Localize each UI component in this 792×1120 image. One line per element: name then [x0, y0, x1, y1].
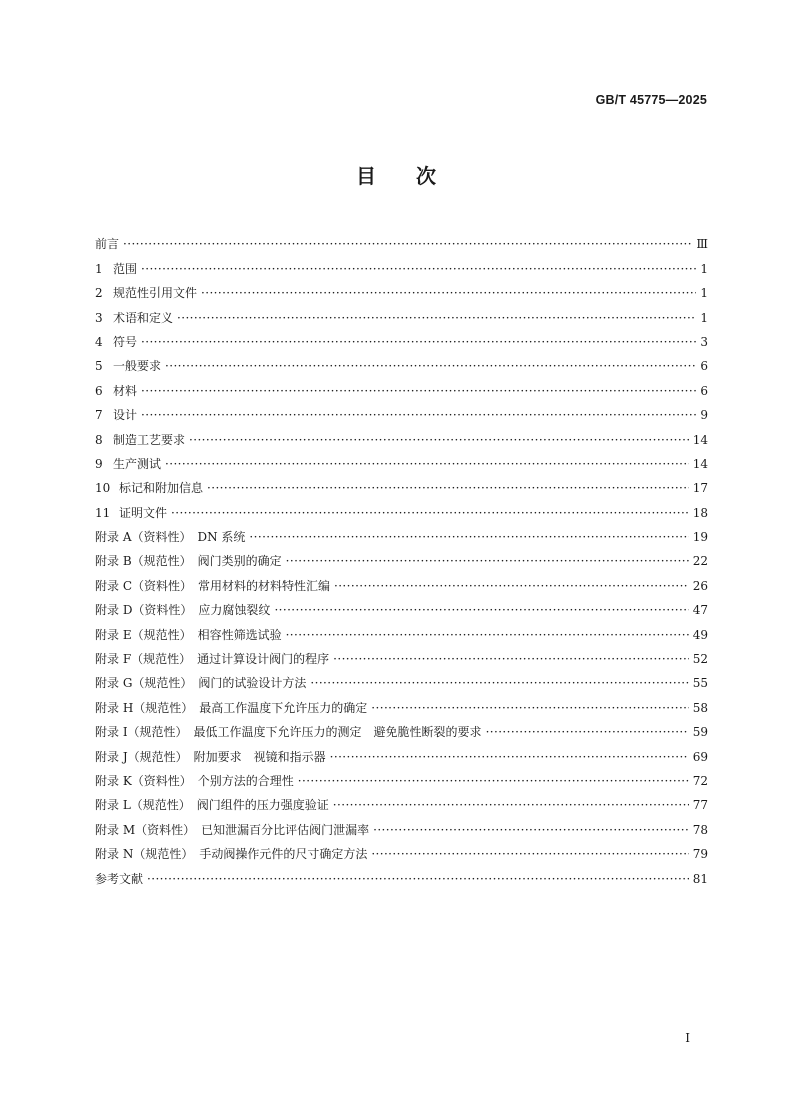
toc-entry-label: [95, 579, 330, 593]
toc-entry-label: [95, 750, 326, 764]
toc-entry-title: 制造工艺要求: [113, 432, 186, 447]
dot-leader: [298, 774, 689, 788]
toc-entry-label: [95, 872, 143, 886]
toc-entry-title: 附录 F（规范性） 通过计算设计阀门的程序: [95, 652, 330, 667]
toc-entry[interactable]: [95, 325, 708, 349]
toc-entry-page: 49: [692, 627, 708, 642]
toc-entry-page: 79: [692, 847, 708, 862]
toc-entry[interactable]: [95, 568, 708, 592]
toc-entry-title: 附录 J（规范性） 附加要求 视镜和指示器: [95, 749, 326, 764]
toc-entry-page: 14: [692, 456, 708, 471]
dot-leader: [334, 579, 689, 593]
toc-entry-label: [95, 506, 167, 520]
toc-entry-label: [95, 628, 282, 642]
dot-leader: [123, 237, 692, 251]
dot-leader: [333, 798, 689, 812]
dot-leader: [310, 676, 688, 690]
toc-entry-title: 范围: [113, 261, 138, 276]
toc-entry-title: 附录 L（规范性） 阀门组件的压力强度验证: [95, 798, 329, 813]
toc-entry-title: 标记和附加信息: [119, 481, 204, 496]
toc-entry-title: 一般要求: [113, 359, 162, 374]
dot-leader: [333, 652, 689, 666]
page-number: I: [685, 1031, 690, 1045]
toc-entry-label: [95, 408, 137, 422]
toc-entry[interactable]: [95, 666, 708, 690]
toc-entry-number: 9: [95, 456, 103, 471]
toc-entry-label: [95, 798, 329, 812]
dot-leader: [189, 433, 689, 447]
toc-entry-page: 47: [692, 603, 708, 618]
toc-entry-number: 2: [95, 286, 103, 301]
toc-entry[interactable]: [95, 495, 708, 519]
toc-entry-label: [95, 554, 282, 568]
toc-entry[interactable]: [95, 520, 708, 544]
toc-entry-number: 11: [95, 505, 111, 520]
toc-entry-page: 1: [700, 261, 708, 276]
toc-entry-page: 26: [692, 578, 708, 593]
dot-leader: [249, 530, 688, 544]
toc-entry-title: 附录 A（资料性） DN 系统: [95, 530, 246, 545]
toc-entry-page: 9: [700, 408, 708, 423]
toc-entry-label: [95, 530, 245, 544]
toc-entry-number: 6: [95, 383, 103, 398]
dot-leader: [171, 506, 689, 520]
dot-leader: [141, 262, 696, 276]
toc-entry-page: 55: [692, 676, 708, 691]
toc-entry[interactable]: [95, 447, 708, 471]
toc-entry-title: 术语和定义: [113, 310, 174, 325]
toc-entry-number: 4: [95, 334, 103, 349]
toc-entry-page: 1: [700, 286, 708, 301]
toc-entry[interactable]: [95, 398, 708, 422]
dot-leader: [141, 335, 696, 349]
toc-entry-page: 6: [700, 383, 708, 398]
toc-entry-label: [95, 262, 137, 276]
toc-entry[interactable]: [95, 617, 708, 641]
dot-leader: [165, 359, 696, 373]
toc-entry[interactable]: [95, 471, 708, 495]
toc-entry-page: 6: [700, 359, 708, 374]
toc-entry[interactable]: [95, 593, 708, 617]
dot-leader: [371, 847, 688, 861]
toc-entry-label: [95, 433, 185, 447]
toc-entry-title: 证明文件: [119, 505, 168, 520]
toc-entry[interactable]: [95, 739, 708, 763]
toc-entry-label: [95, 652, 329, 666]
toc-entry[interactable]: [95, 227, 708, 251]
toc-entry-page: 58: [692, 700, 708, 715]
toc-entry[interactable]: [95, 373, 708, 397]
toc-entry-label: [95, 457, 161, 471]
toc-entry-page: 14: [692, 432, 708, 447]
toc-entry-title: 生产测试: [113, 456, 162, 471]
toc-entry-title: 附录 K（资料性） 个别方法的合理性: [95, 773, 294, 788]
toc-entry-page: 77: [692, 798, 708, 813]
toc-entry-label: [95, 359, 161, 373]
toc-entry-title: 附录 I（规范性） 最低工作温度下允许压力的测定 避免脆性断裂的要求: [95, 725, 482, 740]
page-title: 目次: [356, 164, 476, 188]
toc-entry-title: 附录 C（资料性） 常用材料的材料特性汇编: [95, 578, 330, 593]
dot-leader: [201, 286, 696, 300]
toc-entry-label: [95, 847, 367, 861]
toc-entry[interactable]: [95, 422, 708, 446]
toc-entry-page: 18: [692, 505, 708, 520]
dot-leader: [147, 872, 689, 886]
toc-entry[interactable]: [95, 251, 708, 275]
toc-entry[interactable]: [95, 642, 708, 666]
toc-entry[interactable]: [95, 544, 708, 568]
toc-entry[interactable]: [95, 788, 708, 812]
dot-leader: [207, 481, 689, 495]
dot-leader: [141, 384, 696, 398]
toc-entry[interactable]: [95, 715, 708, 739]
dot-leader: [177, 311, 696, 325]
dot-leader: [141, 408, 696, 422]
toc-entry-label: [95, 823, 369, 837]
toc-entry-page: 52: [692, 652, 708, 667]
toc-entry-title: 附录 G（规范性） 阀门的试验设计方法: [95, 676, 307, 691]
toc-entry-page: 17: [692, 481, 708, 496]
toc-entry-title: 附录 D（资料性） 应力腐蚀裂纹: [95, 603, 271, 618]
toc-entry-number: 3: [95, 310, 103, 325]
toc-entry-page: 72: [692, 773, 708, 788]
toc-entry[interactable]: [95, 276, 708, 300]
toc-entry-number: 10: [95, 481, 111, 496]
toc-entry[interactable]: [95, 764, 708, 788]
toc-entry[interactable]: [95, 861, 708, 885]
toc-entry-page: 22: [692, 554, 708, 569]
toc-entry-page: 78: [692, 822, 708, 837]
toc-entry-title: 附录 B（规范性） 阀门类别的确定: [95, 554, 282, 569]
toc-entry-label: [95, 603, 270, 617]
toc-entry-page: 1: [700, 310, 708, 325]
toc-entry-label: [95, 701, 367, 715]
toc-entry-page: 69: [692, 749, 708, 764]
toc-entry-title: 设计: [113, 408, 138, 423]
table-of-contents: [95, 227, 708, 886]
dot-leader: [274, 603, 688, 617]
toc-entry-title: 前言: [95, 237, 120, 252]
dot-leader: [373, 823, 689, 837]
toc-entry-label: [95, 286, 197, 300]
dot-leader: [286, 628, 689, 642]
toc-entry-title: 符号: [113, 334, 138, 349]
dot-leader: [330, 750, 689, 764]
toc-entry-page: 3: [700, 334, 708, 349]
dot-leader: [486, 725, 689, 739]
dot-leader: [165, 457, 689, 471]
toc-entry-title: 附录 E（规范性） 相容性筛选试验: [95, 627, 282, 642]
toc-entry-title: 附录 N（规范性） 手动阀操作元件的尺寸确定方法: [95, 847, 368, 862]
standard-code: GB/T 45775—2025: [595, 93, 707, 107]
toc-entry-page: Ⅲ: [696, 237, 708, 252]
toc-entry-title: 规范性引用文件: [113, 286, 198, 301]
dot-leader: [286, 554, 689, 568]
toc-entry-title: 材料: [113, 383, 138, 398]
toc-entry-label: [95, 725, 482, 739]
toc-entry-label: [95, 335, 137, 349]
toc-entry-title: 附录 H（规范性） 最高工作温度下允许压力的确定: [95, 700, 368, 715]
toc-entry-number: 1: [95, 261, 103, 276]
toc-entry[interactable]: [95, 837, 708, 861]
dot-leader: [371, 701, 688, 715]
toc-entry-label: [95, 237, 119, 251]
toc-entry-label: [95, 676, 306, 690]
toc-entry-page: 81: [692, 871, 708, 886]
toc-entry-page: 19: [692, 530, 708, 545]
toc-entry[interactable]: [95, 690, 708, 714]
toc-entry-label: [95, 384, 137, 398]
toc-entry-label: [95, 311, 173, 325]
toc-entry-page: 59: [692, 725, 708, 740]
toc-entry-number: 7: [95, 408, 103, 423]
toc-entry-title: 附录 M（资料性） 已知泄漏百分比评估阀门泄漏率: [95, 822, 370, 837]
toc-entry-number: 5: [95, 359, 103, 374]
toc-entry[interactable]: [95, 812, 708, 836]
toc-entry[interactable]: [95, 300, 708, 324]
toc-entry-number: 8: [95, 432, 103, 447]
toc-entry[interactable]: [95, 349, 708, 373]
toc-entry-label: [95, 774, 294, 788]
toc-entry-label: [95, 481, 203, 495]
toc-entry-title: 参考文献: [95, 871, 144, 886]
